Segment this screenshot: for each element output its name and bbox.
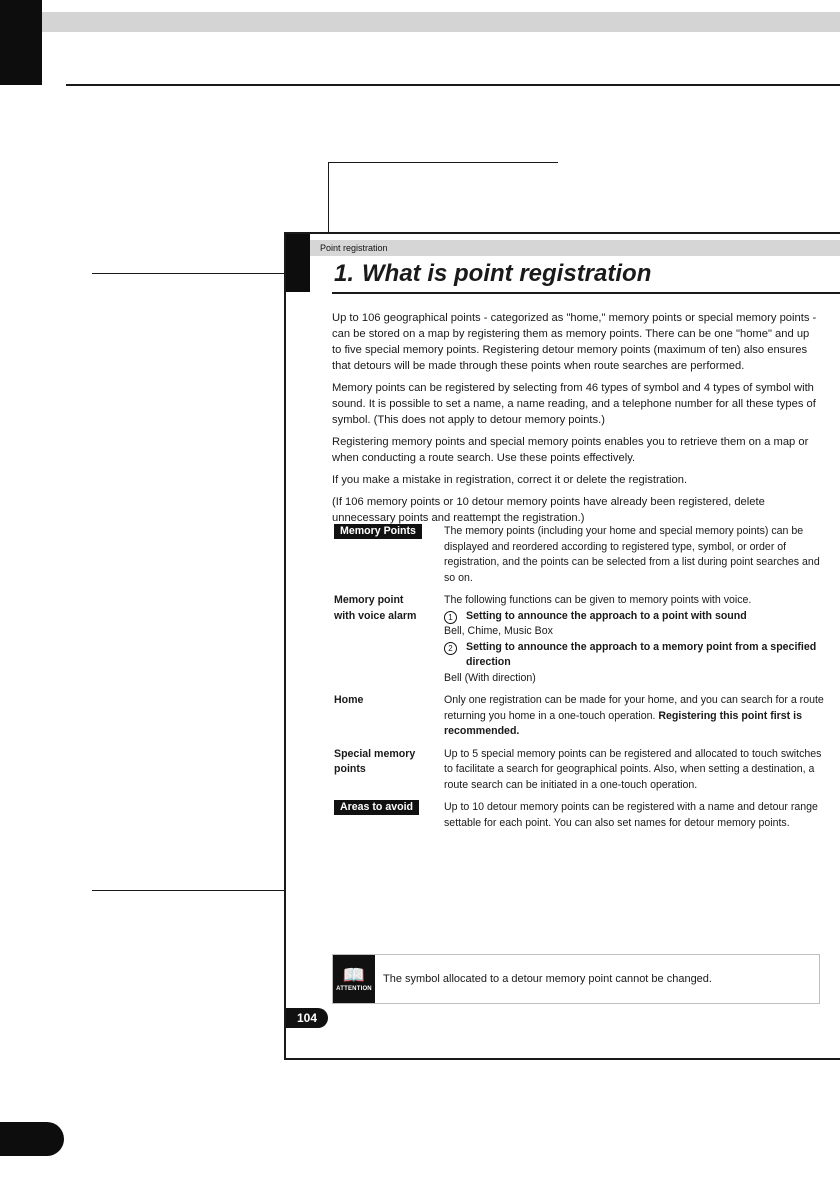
section-label: Point registration xyxy=(320,243,388,253)
def-memory-points xyxy=(334,524,824,586)
header-band xyxy=(42,12,840,32)
def-avoid xyxy=(334,800,824,831)
inner-header-band xyxy=(310,240,840,256)
intro-body xyxy=(332,310,820,532)
inner-chapter-tab xyxy=(286,234,310,292)
desc-avoid: Up to 10 detour memory points can be registered with a name and detour range settable for each point. You can also set names for detour memory points. xyxy=(444,801,818,829)
home-text: Only one registration can be made for your home, and you can search for a route returning you home in a one-touch operation. xyxy=(444,694,824,722)
term-home: Home xyxy=(334,694,364,706)
paragraph: Up to 106 geographical points - categorized as "home," memory points or special memory points - can be stored on a map by registering them as memory points. There can be one "home" and up to five special memory points. Registering detour memory points (maximum of ten) also ensures that detours will be made through these points when route searches are performed. xyxy=(332,312,817,372)
home-emphasis: Registering this point first is recommended. xyxy=(444,709,802,737)
voice-item-1 xyxy=(444,609,824,625)
circled-number: 2 xyxy=(444,642,457,655)
term-memory-points: Memory Points xyxy=(334,524,422,539)
term-line: points xyxy=(334,763,366,775)
attention-badge xyxy=(333,955,375,1003)
voice-item-title: Setting to announce the approach to a point with sound xyxy=(466,609,747,622)
def-voice-alarm xyxy=(334,593,824,686)
voice-intro: The following functions can be given to memory points with voice. xyxy=(444,594,752,606)
manual-page-sample xyxy=(284,232,840,1060)
paragraph: Registering memory points and special memory points enables you to retrieve them on a map or when conducting a route search. Use these points effectively. xyxy=(332,436,809,464)
voice-item-detail: Bell, Chime, Music Box xyxy=(444,625,553,637)
paragraph: Memory points can be registered by selecting from 46 types of symbol and 4 types of symbol with sound. It is possible to set a name, a name reading, and a telephone number for all these types of symbol. (This does not apply to detour memory points.) xyxy=(332,382,816,426)
circled-number: 1 xyxy=(444,611,457,624)
desc-special: Up to 5 special memory points can be registered and allocated to touch switches to facilitate a search for geographical points. Also, when setting a destination, a route search can be initiated in a one-touch operation. xyxy=(444,747,822,791)
title-number: 1. xyxy=(334,260,355,287)
voice-item-title: Setting to announce the approach to a memory point from a specified direction xyxy=(466,640,817,668)
term-avoid: Areas to avoid xyxy=(334,800,419,815)
term-line: Memory point xyxy=(334,594,404,606)
title-rule xyxy=(332,292,840,294)
attention-box xyxy=(332,954,820,1004)
outer-page-badge xyxy=(0,1122,64,1156)
def-home xyxy=(334,693,824,740)
chapter-tab xyxy=(0,0,42,85)
page-number: 104 xyxy=(286,1008,328,1028)
term-voice-alarm xyxy=(334,593,444,686)
voice-item-detail: Bell (With direction) xyxy=(444,671,536,684)
def-special xyxy=(334,747,824,794)
callout-line-section-h xyxy=(328,162,558,163)
term-line: Special memory xyxy=(334,747,416,760)
paragraph: If you make a mistake in registration, correct it or delete the registration. xyxy=(332,474,688,486)
page-title xyxy=(334,260,651,288)
title-text: What is point registration xyxy=(362,260,652,287)
attention-label: ATTENTION xyxy=(336,986,372,992)
desc-memory-points: The memory points (including your home and special memory points) can be displayed and reordered according to registered type, symbol, or order of registration, and the points can be selected from a list during point searches and so on. xyxy=(444,525,820,584)
header-rule xyxy=(66,84,840,86)
paragraph: (If 106 memory points or 10 detour memory points have already been registered, delete unnecessary points and reattempt the registration.) xyxy=(332,496,765,524)
desc-voice-alarm xyxy=(444,593,824,686)
book-icon: 📖 xyxy=(342,965,366,985)
voice-item-2 xyxy=(444,640,824,671)
term-special xyxy=(334,747,444,794)
attention-text: The symbol allocated to a detour memory point cannot be changed. xyxy=(383,973,712,985)
term-line: with voice alarm xyxy=(334,609,417,622)
definition-list xyxy=(334,524,824,838)
desc-home xyxy=(444,693,824,740)
